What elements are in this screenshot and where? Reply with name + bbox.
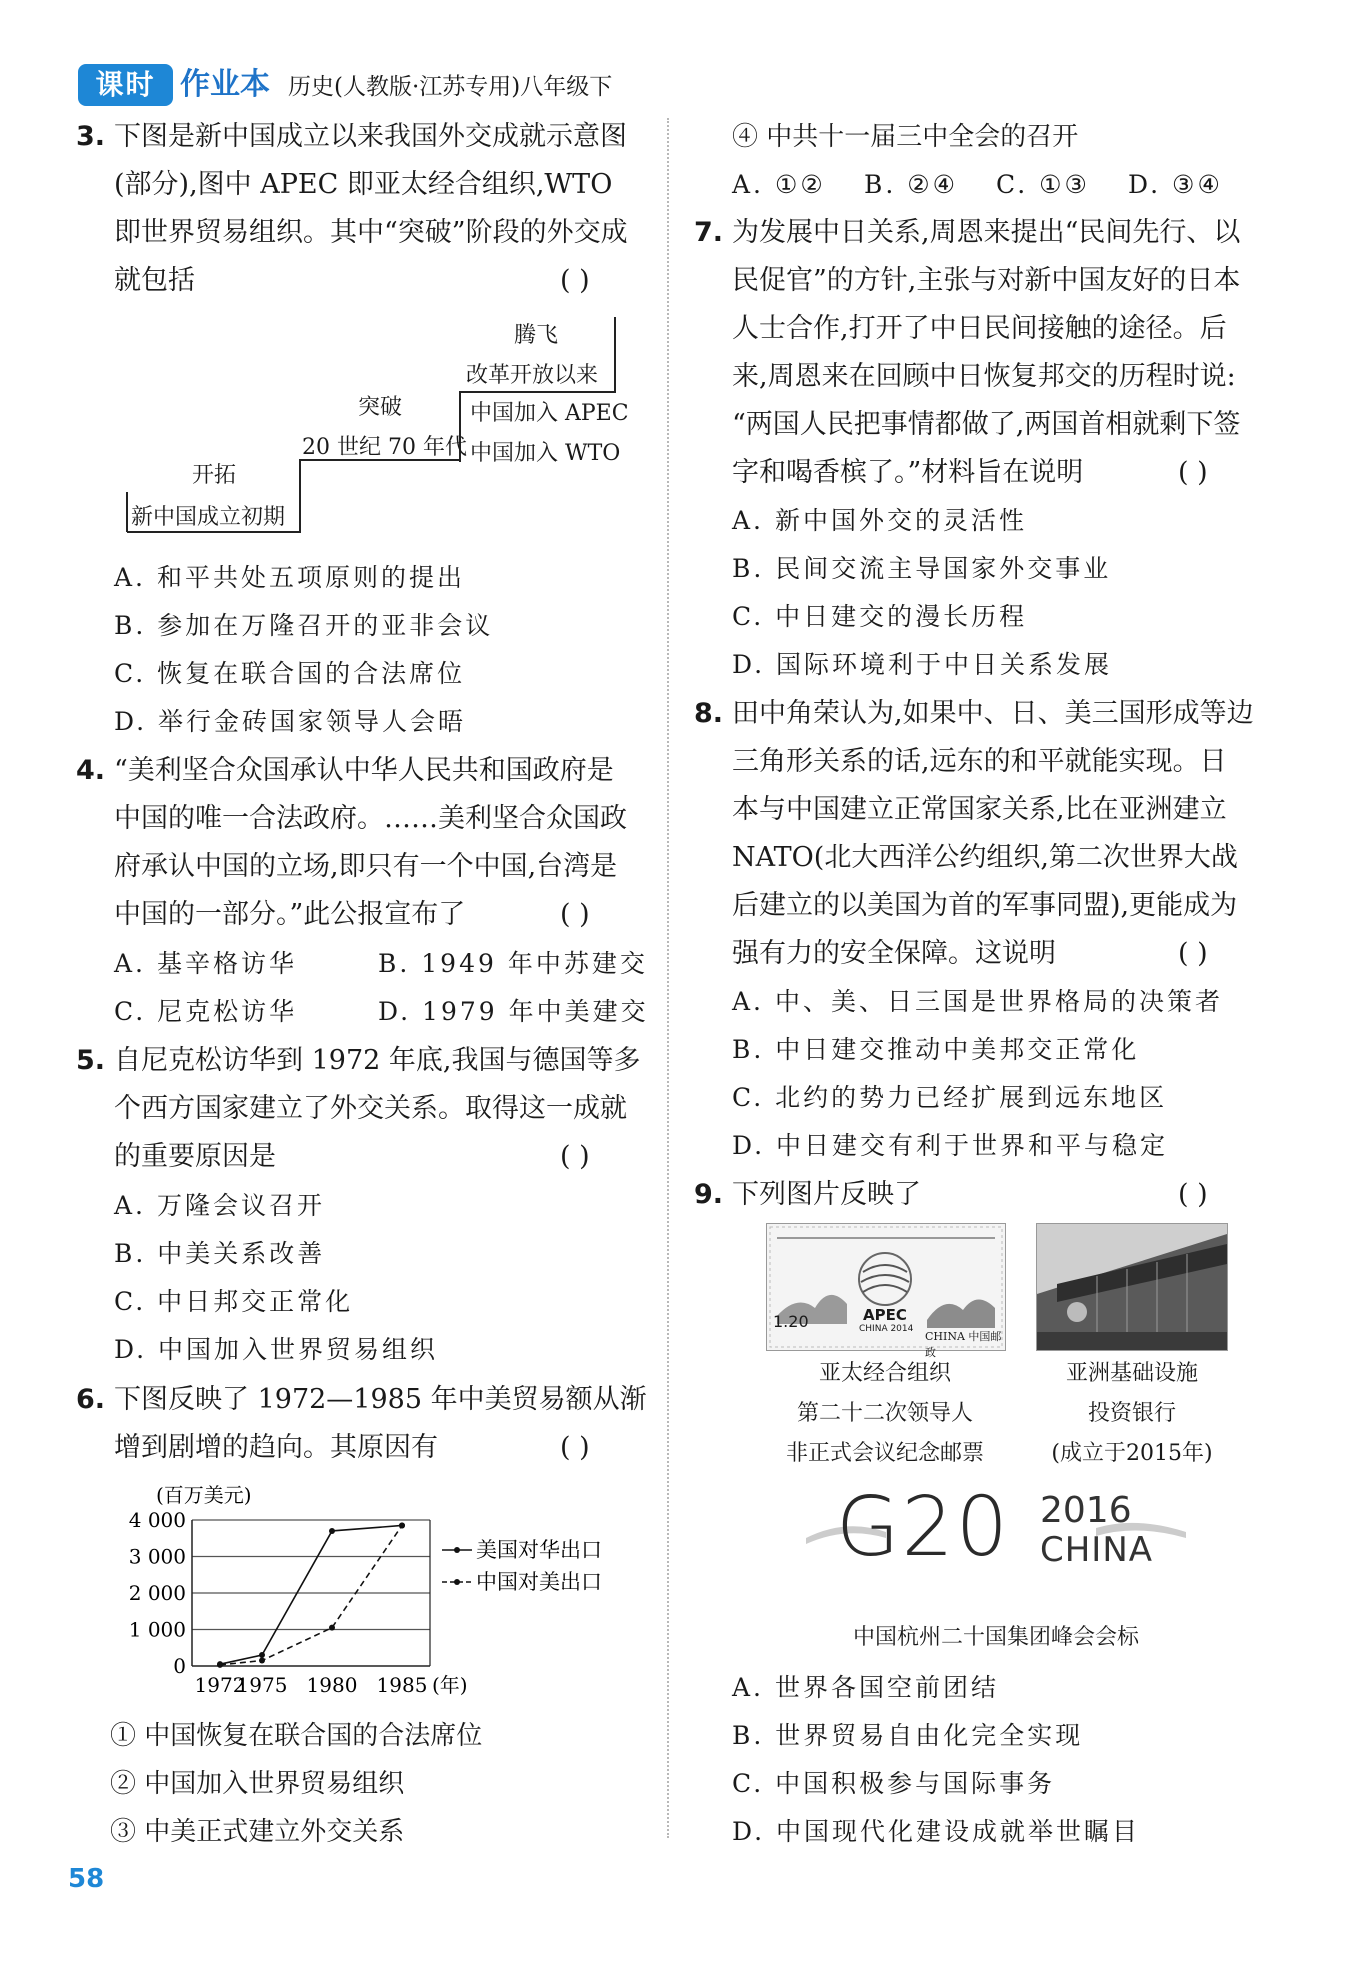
- q4-stem-line: 中国的一部分。”此公报宣布了: [114, 899, 466, 930]
- legend-marker: [454, 1579, 460, 1585]
- q5-option-a[interactable]: A. 万隆会议召开: [114, 1191, 325, 1220]
- series-line-2: [220, 1525, 402, 1664]
- q3-option-d[interactable]: D. 举行金砖国家领导人会晤: [114, 707, 467, 736]
- stamp-post-mark: CHINA 中国邮政: [925, 1330, 1002, 1359]
- q7-stem-line: “两国人民把事情都做了,两国首相就剩下签: [732, 409, 1241, 440]
- data-point: [399, 1522, 405, 1528]
- us-china-trade-chart: [120, 1478, 640, 1696]
- g20-text: G20: [836, 1480, 1010, 1575]
- q7-stem-line: 字和喝香槟了。”材料旨在说明: [732, 457, 1084, 488]
- y-unit-label: (百万美元): [156, 1483, 252, 1507]
- caption-line: 亚太经合组织: [818, 1361, 951, 1386]
- aiib-caption: [1022, 1354, 1242, 1474]
- stamp-apec-logo: APEC: [863, 1306, 907, 1324]
- x-tick-label: 1975: [236, 1673, 288, 1697]
- column-divider: [667, 118, 669, 1838]
- q5-stem-line: 的重要原因是: [114, 1141, 276, 1172]
- stamp-apec-sub: CHINA 2014: [859, 1324, 914, 1334]
- q8-number: 8.: [694, 698, 724, 729]
- q6-option-a[interactable]: A. ①②: [732, 170, 826, 199]
- legend-marker: [454, 1547, 460, 1553]
- q4-option-d[interactable]: D. 1979 年中美建交: [378, 997, 649, 1026]
- q5-answer-bracket: ( ): [560, 1141, 590, 1172]
- caption-line: 投资银行: [1087, 1401, 1176, 1426]
- q5-option-c[interactable]: C. 中日邦交正常化: [114, 1287, 354, 1316]
- stage-title-tengfei: 腾飞: [514, 323, 559, 348]
- stamp-price: 1.20: [773, 1312, 809, 1331]
- q3-stem-line: 就包括: [114, 265, 195, 296]
- q7-option-b[interactable]: B. 民间交流主导国家外交事业: [732, 554, 1112, 583]
- q8-stem-line: 本与中国建立正常国家关系,比在亚洲建立: [732, 794, 1227, 825]
- q4-option-b[interactable]: B. 1949 年中苏建交: [378, 949, 648, 978]
- apec-stamp-caption: [752, 1354, 1018, 1474]
- q7-stem-line: 民促官”的方针,主张与对新中国友好的日本: [732, 265, 1241, 296]
- data-point: [329, 1528, 335, 1534]
- q8-stem-line: 田中角荣认为,如果中、日、美三国形成等边: [732, 698, 1254, 729]
- stage-item-wto: 中国加入 WTO: [470, 441, 621, 466]
- q7-answer-bracket: ( ): [1178, 457, 1208, 488]
- q6-answer-bracket: ( ): [560, 1432, 590, 1463]
- q5-option-b[interactable]: B. 中美关系改善: [114, 1239, 326, 1268]
- stage-title-tupo: 突破: [358, 395, 403, 420]
- q4-number: 4.: [76, 755, 106, 786]
- q3-number: 3.: [76, 121, 106, 152]
- series-title: 作业本: [180, 67, 270, 102]
- q5-option-d[interactable]: D. 中国加入世界贸易组织: [114, 1335, 439, 1364]
- q5-stem-line: 个西方国家建立了外交关系。取得这一成就: [114, 1093, 627, 1124]
- x-tick-label: 1980: [306, 1673, 358, 1697]
- caption-line: 亚洲基础设施: [1065, 1361, 1198, 1386]
- q6-option-b[interactable]: B. ②④: [864, 170, 959, 199]
- q3-stem-line: (部分),图中 APEC 即亚太经合组织,WTO: [114, 169, 613, 200]
- q8-option-d[interactable]: D. 中日建交有利于世界和平与稳定: [732, 1131, 1169, 1160]
- q7-stem-line: 为发展中日关系,周恩来提出“民间先行、以: [732, 217, 1241, 248]
- q6-stem-line: 增到剧增的趋向。其原因有: [114, 1432, 438, 1463]
- q8-answer-bracket: ( ): [1178, 938, 1208, 969]
- stage-label-1970s: 20 世纪 70 年代: [302, 435, 467, 460]
- y-tick-label: 2 000: [128, 1581, 186, 1605]
- stage-label-reform: 改革开放以来: [466, 363, 599, 388]
- x-tick-label: 1972: [194, 1673, 246, 1697]
- q6-item-4: ④ 中共十一届三中全会的召开: [732, 122, 1079, 152]
- q6-number: 6.: [76, 1384, 106, 1415]
- stage-title-kaituo: 开拓: [192, 463, 237, 488]
- y-tick-label: 3 000: [128, 1544, 186, 1569]
- q7-number: 7.: [694, 217, 724, 248]
- q6-item-3: ③ 中美正式建立外交关系: [110, 1817, 405, 1847]
- q6-item-1: ① 中国恢复在联合国的合法席位: [110, 1721, 483, 1751]
- data-point: [217, 1662, 223, 1668]
- q8-stem-line: NATO(北大西洋公约组织,第二次世界大战: [732, 842, 1238, 873]
- aiib-building-image: [1036, 1223, 1228, 1351]
- g20-hangzhou-logo: [806, 1480, 1186, 1576]
- q3-stem-line: 即世界贸易组织。其中“突破”阶段的外交成: [114, 217, 628, 248]
- data-point: [259, 1652, 265, 1658]
- legend-entry: 美国对华出口: [476, 1538, 602, 1562]
- stage-label-early: 新中国成立初期: [131, 505, 286, 530]
- q3-option-a[interactable]: A. 和平共处五项原则的提出: [114, 563, 465, 592]
- data-point: [259, 1658, 265, 1664]
- q9-option-a[interactable]: A. 世界各国空前团结: [732, 1673, 999, 1702]
- q7-stem-line: 来,周恩来在回顾中日恢复邦交的历程时说:: [732, 361, 1236, 392]
- x-axis-label: (年): [432, 1673, 468, 1697]
- q9-number: 9.: [694, 1179, 724, 1210]
- q5-stem-line: 自尼克松访华到 1972 年底,我国与德国等多: [114, 1045, 641, 1076]
- q7-option-d[interactable]: D. 国际环境利于中日关系发展: [732, 650, 1113, 679]
- q8-option-c[interactable]: C. 北约的势力已经扩展到远东地区: [732, 1083, 1168, 1112]
- x-tick-label: 1985: [376, 1673, 428, 1697]
- q3-answer-bracket: ( ): [560, 265, 590, 296]
- q8-stem-line: 强有力的安全保障。这说明: [732, 938, 1056, 969]
- q6-option-c[interactable]: C. ①③: [996, 170, 1090, 199]
- y-tick-label: 0: [173, 1654, 186, 1678]
- q4-answer-bracket: ( ): [560, 899, 590, 930]
- g20-caption: 中国杭州二十国集团峰会会标: [852, 1625, 1139, 1650]
- page-number: 58: [68, 1864, 105, 1894]
- g20-year: 2016: [1040, 1490, 1132, 1531]
- q9-option-d[interactable]: D. 中国现代化建设成就举世瞩目: [732, 1817, 1141, 1846]
- caption-line: 第二十二次领导人: [796, 1401, 973, 1426]
- q9-option-b[interactable]: B. 世界贸易自由化完全实现: [732, 1721, 1084, 1750]
- series-logo: 课时: [78, 64, 173, 106]
- stage-item-apec: 中国加入 APEC: [470, 401, 629, 426]
- q8-option-a[interactable]: A. 中、美、日三国是世界格局的决策者: [732, 987, 1223, 1016]
- q9-answer-bracket: ( ): [1178, 1179, 1208, 1210]
- data-point: [329, 1625, 335, 1631]
- q8-stem-line: 三角形关系的话,远东的和平就能实现。日: [732, 746, 1227, 777]
- apec-stamp-image: [766, 1223, 1006, 1359]
- q6-item-2: ② 中国加入世界贸易组织: [110, 1769, 405, 1799]
- g20-country: CHINA: [1040, 1530, 1154, 1570]
- caption-line: (成立于2015年): [1051, 1441, 1213, 1466]
- q3-option-c[interactable]: C. 恢复在联合国的合法席位: [114, 659, 466, 688]
- series-line-1: [220, 1525, 402, 1664]
- q4-stem-line: 府承认中国的立场,即只有一个中国,台湾是: [114, 851, 618, 882]
- q3-option-b[interactable]: B. 参加在万隆召开的亚非会议: [114, 611, 494, 640]
- q6-option-d[interactable]: D. ③④: [1128, 170, 1223, 199]
- q4-option-a[interactable]: A. 基辛格访华: [114, 949, 297, 978]
- legend-entry: 中国对美出口: [476, 1570, 602, 1594]
- q3-stem-line: 下图是新中国成立以来我国外交成就示意图: [114, 121, 627, 152]
- q5-number: 5.: [76, 1045, 106, 1076]
- q6-stem-line: 下图反映了 1972—1985 年中美贸易额从渐: [114, 1384, 647, 1415]
- q4-stem-line: “美利坚合众国承认中华人民共和国政府是: [114, 755, 614, 786]
- subject-title: 历史(人教版·江苏专用)八年级下: [288, 74, 613, 100]
- q8-option-b[interactable]: B. 中日建交推动中美邦交正常化: [732, 1035, 1140, 1064]
- q4-option-c[interactable]: C. 尼克松访华: [114, 997, 298, 1026]
- q7-stem-line: 人士合作,打开了中日民间接触的途径。后: [732, 313, 1227, 344]
- q7-option-c[interactable]: C. 中日建交的漫长历程: [732, 602, 1028, 631]
- q8-stem-line: 后建立的以美国为首的军事同盟),更能成为: [732, 890, 1238, 921]
- q7-option-a[interactable]: A. 新中国外交的灵活性: [732, 506, 1027, 535]
- y-tick-label: 4 000: [128, 1508, 186, 1532]
- q9-stem-line: 下列图片反映了: [732, 1179, 921, 1210]
- q4-stem-line: 中国的唯一合法政府。……美利坚合众国政: [114, 803, 627, 834]
- y-tick-label: 1 000: [128, 1617, 186, 1642]
- caption-line: 非正式会议纪念邮票: [785, 1441, 984, 1466]
- q9-option-c[interactable]: C. 中国积极参与国际事务: [732, 1769, 1056, 1798]
